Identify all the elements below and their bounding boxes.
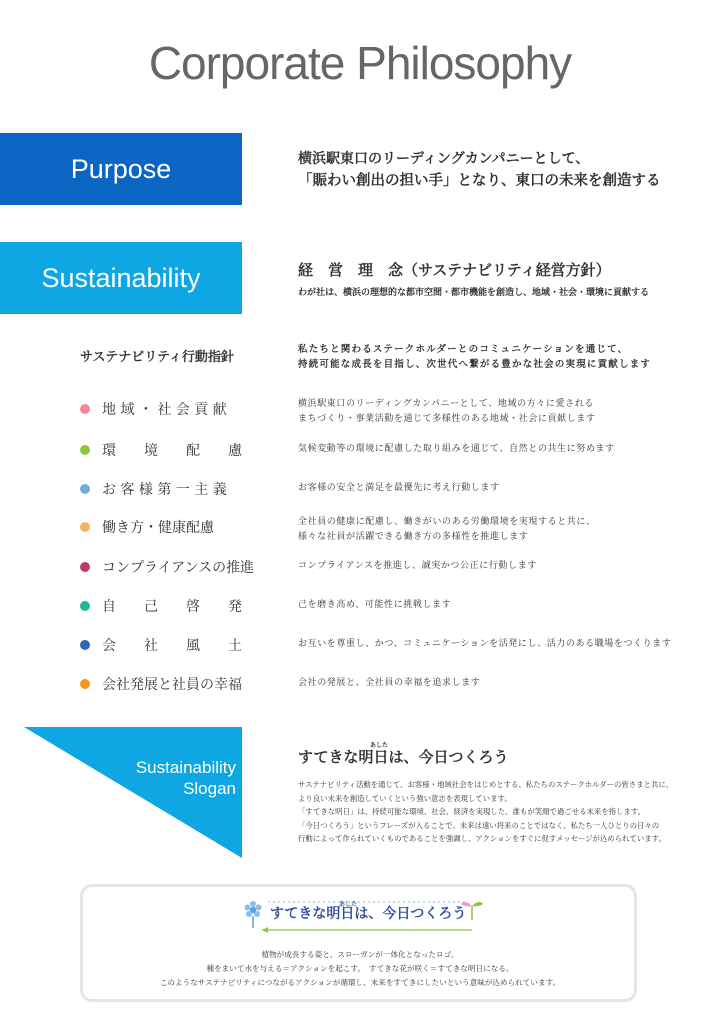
- bullet-dot-icon: [80, 445, 90, 455]
- purpose-statement: [298, 148, 661, 192]
- sustainability-label: Sustainability: [41, 262, 201, 293]
- slogan-label-line-2: Slogan: [183, 779, 236, 798]
- policy-subtitle: わが社は、横浜の理想的な都市空間・都市機能を創造し、地域・社会・環境に貢献する: [298, 288, 650, 298]
- guideline-label: 会 社 風 土: [102, 638, 242, 654]
- guideline-item: [0, 635, 720, 665]
- guideline-item: [0, 596, 720, 626]
- guidelines-intro-line-2: 持続可能な成長を目指し、次世代へ繋がる豊かな社会の実現に貢献します: [298, 359, 652, 370]
- page-title: Corporate Philosophy: [148, 37, 572, 89]
- bullet-dot-icon: [80, 484, 90, 494]
- bullet-dot-icon: [80, 601, 90, 611]
- purpose-line-2: 「賑わい創出の担い手」となり、東口の未来を創造する: [298, 173, 661, 189]
- guideline-label: 自 己 啓 発: [102, 599, 242, 615]
- guideline-description: お互いを尊重し、かつ、コミュニケーションを活発にし、活力のある職場をつくります: [298, 639, 672, 649]
- purpose-label: Purpose: [70, 153, 172, 184]
- guideline-description: 己を磨き高め、可能性に挑戦します: [298, 600, 452, 610]
- guideline-description: 全社員の健康に配慮し、働きがいのある労働環境を実現すると共に、 様々な社員が活躍できる働き方の多様性を推進します: [298, 517, 596, 542]
- guidelines-intro: [298, 342, 651, 372]
- guideline-item: [0, 516, 720, 546]
- purpose-band: [0, 133, 242, 205]
- slogan-ruby: あした: [370, 742, 389, 749]
- guideline-label: 働き方・健康配慮: [102, 520, 214, 536]
- guidelines-intro-line-1: 私たちと関わるステークホルダーとのコミュニケーションを通じて、: [298, 344, 629, 355]
- guideline-item: [0, 479, 720, 509]
- guideline-label: 会社発展と社員の幸福: [102, 677, 242, 693]
- guideline-description: 気候変動等の環境に配慮した取り組みを通じて、自然との共生に努めます: [298, 444, 615, 454]
- logo-ruby: あした: [339, 901, 358, 908]
- logo-slogan-text: すてきな明日は、今日つくろう: [270, 906, 467, 922]
- purpose-line-1: 横浜駅東口のリーディングカンパニーとして、: [298, 151, 590, 167]
- policy-title: 経 営 理 念（サステナビリティ経営方針）: [298, 261, 611, 279]
- guideline-item: [0, 557, 720, 587]
- guideline-label: 環 境 配 慮: [102, 443, 242, 459]
- slogan-heading: すてきな明日は、今日つくろう: [298, 748, 509, 766]
- guideline-item: [0, 398, 720, 428]
- guidelines-heading: サステナビリティ行動指針: [80, 350, 234, 365]
- slogan-body: サステナビリティ活動を通じて、お客様・地域社会をはじめとする、私たちのステークホルダーの皆さまと共に、 より良い未来を創造していくという強い意志を表現しています。 「すてきな明日」は、持続可能な環境、社会、経済を実現した、誰もが笑顔で過ごせる未来を指します。 「今日つくろう」というフレーズが入ることで、未来は遠い将来のことではなく、私たち一人ひとりの日々の 行動によって作られていくものであることを強調し、アクションをすぐに促すメッセージが込められています。: [298, 780, 674, 843]
- flower-icon: [245, 901, 262, 928]
- bullet-dot-icon: [80, 679, 90, 689]
- slogan-label-line-1: Sustainability: [135, 758, 236, 777]
- bullet-dot-icon: [80, 522, 90, 532]
- guideline-label: 地 域 ・ 社 会 貢 献: [102, 402, 227, 418]
- sustainability-band: [0, 242, 242, 314]
- guideline-item: [0, 440, 720, 470]
- guideline-description: 横浜駅東口のリーディングカンパニーとして、地域の方々に愛される まちづくり・事業活動を通じて多様性のある地域・社会に貢献します: [298, 399, 596, 424]
- guideline-description: 会社の発展と、全社員の幸福を追求します: [298, 678, 481, 688]
- bullet-dot-icon: [80, 640, 90, 650]
- arrow-left-icon: [262, 927, 268, 933]
- logo-caption: 植物が成長する姿と、スローガンが一体化となったロゴ。 種をまいて水を与える＝アクションを起こす。 すてきな花が咲く＝すてきな明日になる。 このようなサステナビリティにつながるアクションが循環し、未来をすてきにしたいという意味が込められています。: [159, 950, 561, 987]
- bullet-dot-icon: [80, 404, 90, 414]
- guideline-label: コンプライアンスの推進: [102, 560, 255, 576]
- bullet-dot-icon: [80, 562, 90, 572]
- guideline-description: お客様の安全と満足を最優先に考え行動します: [298, 483, 500, 493]
- guideline-description: コンプライアンスを推進し、誠実かつ公正に行動します: [298, 561, 537, 571]
- slogan-label: [136, 757, 236, 799]
- guideline-label: お 客 様 第 一 主 義: [102, 482, 227, 498]
- guideline-item: [0, 674, 720, 704]
